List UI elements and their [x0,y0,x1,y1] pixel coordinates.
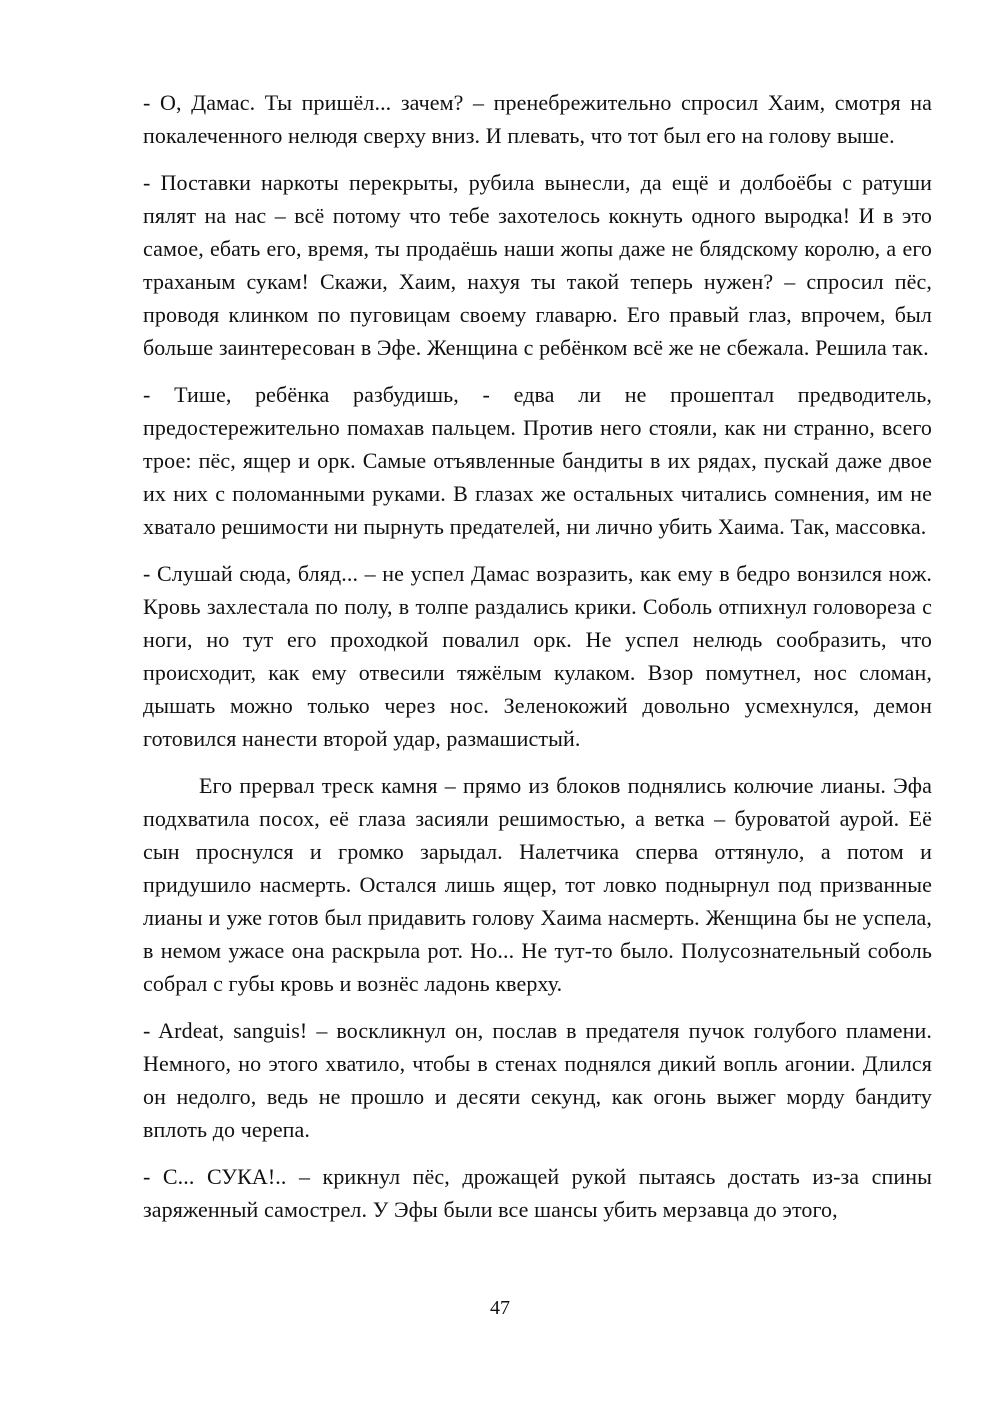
text-block [143,86,932,1240]
paragraph: - Слушай сюда, бляд... – не успел Дамас возразить, как ему в бедро вонзился нож. Кровь захлестала по полу, в толпе раздались крики. Соболь отпихнул головореза с ноги, но тут его проходкой повалил орк. Не успел нелюдь сообразить, что происходит, как ему отвесили тяжёлым кулаком. Взор помутнел, нос сломан, дышать можно только через нос. Зеленокожий довольно усмехнулся, демон готовился нанести второй удар, размашистый. [143,561,932,751]
page-number: 47 [490,1297,510,1319]
paragraph: - Тише, ребёнка разбудишь, - едва ли не прошептал предводитель, предостережительно помахав пальцем. Против него стояли, как ни странно, всего трое: пёс, ящер и орк. Самые отъявленные бандиты в их рядах, пускай даже двое их них с поломанными руками. В глазах же остальных читались сомнения, им не хватало решимости ни пырнуть предателей, ни лично убить Хаима. Так, массовка. [143,382,932,539]
paragraph: - О, Дамас. Ты пришёл... зачем? – пренебрежительно спросил Хаим, смотря на покалеченного нелюдя сверху вниз. И плевать, что тот был его на голову выше. [143,90,932,148]
paragraph: - С... СУКА!.. – крикнул пёс, дрожащей рукой пытаясь достать из-за спины заряженный самострел. У Эфы были все шансы убить мерзавца до этого, [143,1164,932,1222]
paragraph: - Поставки наркоты перекрыты, рубила вынесли, да ещё и долбоёбы с ратуши пялят на нас – всё потому что тебе захотелось кокнуть одного выродка! И в это самое, ебать его, время, ты продаёшь наши жопы даже не блядскому королю, а его траханым сукам! Скажи, Хаим, нахуя ты такой теперь нужен? – спросил пёс, проводя клинком по пуговицам своему главарю. Его правый глаз, впрочем, был больше заинтересован в Эфе. Женщина с ребёнком всё же не сбежала. Решила так. [143,170,932,360]
paragraph: - Ardeat, sanguis! – воскликнул он, послав в предателя пучок голубого пламени. Немного, но этого хватило, чтобы в стенах поднялся дикий вопль агонии. Длился он недолго, ведь не прошло и десяти секунд, как огонь выжег морду бандиту вплоть до черепа. [143,1018,932,1142]
paragraph: Его прервал треск камня – прямо из блоков поднялись колючие лианы. Эфа подхватила посох, её глаза засияли решимостью, а ветка – буроватой аурой. Её сын проснулся и громко зарыдал. Налетчика сперва оттянуло, а потом и придушило насмерть. Остался лишь ящер, тот ловко поднырнул под призванные лианы и уже готов был придавить голову Хаима насмерть. Женщина бы не успела, в немом ужасе она раскрыла рот. Но... Не тут-то было. Полусознательный соболь собрал с губы кровь и вознёс ладонь кверху. [143,773,932,996]
